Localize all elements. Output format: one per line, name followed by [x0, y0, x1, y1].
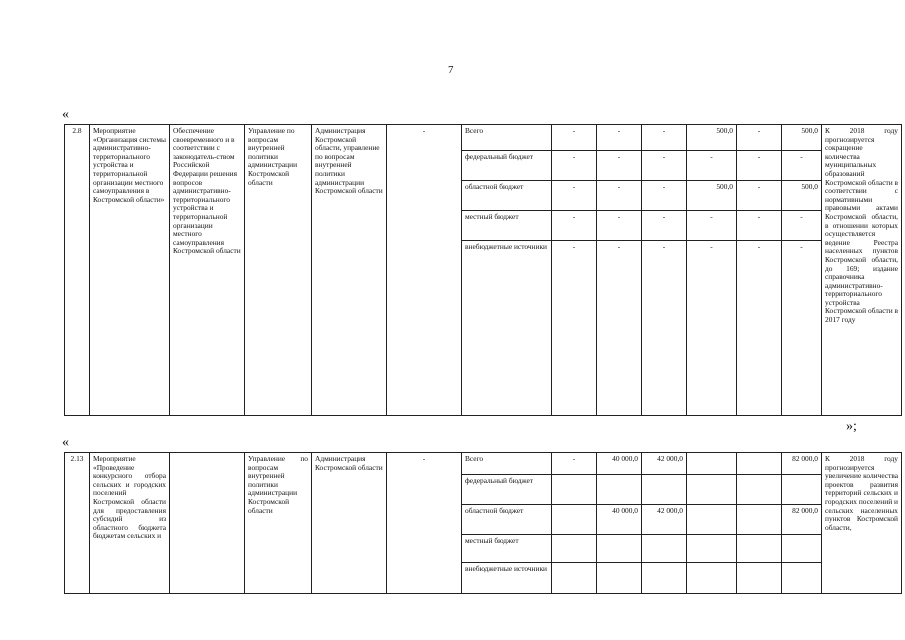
value-cell: -: [687, 211, 737, 241]
program-table-item-2-13: [64, 452, 902, 594]
value-cell: -: [737, 211, 782, 241]
event-name: Мероприятие «Проведение конкурсного отбора сельских и городских поселений Костромской области для предоставления субсидий из областного бюджета бюджетам сельских и: [90, 453, 170, 594]
value-cell: 82 000,0: [782, 505, 822, 535]
value-cell: -: [642, 151, 687, 181]
value-cell: 500,0: [687, 125, 737, 151]
value-cell: 500,0: [687, 181, 737, 211]
item-number: 2.8: [65, 125, 90, 416]
funding-source: областной бюджет: [462, 181, 552, 211]
value-cell: -: [737, 181, 782, 211]
funding-source: федеральный бюджет: [462, 475, 552, 505]
value-cell: [782, 563, 822, 594]
value-cell: [687, 475, 737, 505]
program-table-item-2-8: [64, 124, 902, 416]
value-cell: -: [687, 151, 737, 181]
co-executor: Администрация Костромской области, управление по вопросам внутренней политики администрации Костромской области: [312, 125, 387, 416]
table-row: [65, 125, 902, 151]
value-cell: 40 000,0: [597, 453, 642, 475]
value-cell: [642, 563, 687, 594]
funding-source: областной бюджет: [462, 505, 552, 535]
value-cell: 42 000,0: [642, 505, 687, 535]
value-cell: -: [642, 211, 687, 241]
value-cell: [737, 475, 782, 505]
funding-source: федеральный бюджет: [462, 151, 552, 181]
value-cell: 40 000,0: [597, 505, 642, 535]
responsible-executor: Управление по вопросам внутренней политики администрации Костромской области: [245, 453, 312, 594]
value-cell: 82 000,0: [782, 453, 822, 475]
co-executor: Администрация Костромской области: [312, 453, 387, 594]
closing-quote: »;: [846, 419, 857, 434]
value-cell: [687, 563, 737, 594]
value-cell: [687, 453, 737, 475]
value-cell: [552, 563, 597, 594]
value-cell: [737, 535, 782, 563]
item-number: 2.13: [65, 453, 90, 594]
value-cell: [552, 535, 597, 563]
expected-result: К 2018 году прогнозируется увеличение количества проектов развития территорий сельских и городских поселений и сельских населенных пунктов Костромской области,: [822, 453, 902, 594]
value-cell: [687, 535, 737, 563]
value-cell: -: [737, 241, 782, 416]
value-cell: [782, 475, 822, 505]
value-cell: [737, 563, 782, 594]
funding-source: Всего: [462, 125, 552, 151]
value-cell: -: [642, 125, 687, 151]
funding-source: местный бюджет: [462, 535, 552, 563]
opening-quote: «: [62, 435, 69, 450]
value-cell: [642, 535, 687, 563]
value-cell: 500,0: [782, 181, 822, 211]
empty-dash-cell: -: [387, 125, 462, 416]
value-cell: [782, 535, 822, 563]
value-cell: [687, 505, 737, 535]
value-cell: -: [552, 125, 597, 151]
value-cell: -: [642, 181, 687, 211]
value-cell: [552, 505, 597, 535]
value-cell: -: [597, 181, 642, 211]
value-cell: [597, 535, 642, 563]
value-cell: [737, 453, 782, 475]
funding-source: местный бюджет: [462, 211, 552, 241]
value-cell: [597, 475, 642, 505]
page-number: 7: [448, 64, 454, 76]
value-cell: -: [782, 151, 822, 181]
value-cell: [552, 475, 597, 505]
value-cell: -: [737, 125, 782, 151]
value-cell: -: [782, 211, 822, 241]
value-cell: -: [597, 151, 642, 181]
value-cell: -: [552, 453, 597, 475]
funding-source: внебюджетные источники: [462, 563, 552, 594]
expected-result: К 2018 году прогнозируется сокращение количества муниципальных образований Костромской области в соответствии с нормативными правовыми актами Костромской области, в отношении которых осуществляется ведение Реестра населенных пунктов Костромской области, до 169; издание справочника административно-территориального устройства Костромской области в 2017 году: [822, 125, 902, 416]
value-cell: [597, 563, 642, 594]
value-cell: 500,0: [782, 125, 822, 151]
responsible-executor: Управление по вопросам внутренней политики администрации Костромской области: [245, 125, 312, 416]
value-cell: -: [552, 151, 597, 181]
value-cell: -: [687, 241, 737, 416]
empty-dash-cell: -: [387, 453, 462, 594]
event-name: Мероприятие «Организация системы административно-территориального устройства и территориальной организации местного самоуправления в Костромской области»: [90, 125, 170, 416]
funding-source: Всего: [462, 453, 552, 475]
value-cell: -: [552, 211, 597, 241]
opening-quote: «: [62, 107, 69, 122]
value-cell: -: [642, 241, 687, 416]
funding-source: внебюджетные источники: [462, 241, 552, 416]
event-purpose: [170, 453, 245, 594]
event-purpose: Обеспечение своевременного и в соответствии с законодатель-ством Российской Федерации решения вопросов административно-территориального устройства и территориальной организации местного самоуправления Костромской области: [170, 125, 245, 416]
table-row: [65, 453, 902, 475]
value-cell: -: [552, 241, 597, 416]
value-cell: -: [597, 125, 642, 151]
value-cell: -: [552, 181, 597, 211]
value-cell: -: [737, 151, 782, 181]
value-cell: -: [782, 241, 822, 416]
value-cell: -: [597, 211, 642, 241]
value-cell: [737, 505, 782, 535]
value-cell: -: [597, 241, 642, 416]
value-cell: [642, 475, 687, 505]
value-cell: 42 000,0: [642, 453, 687, 475]
